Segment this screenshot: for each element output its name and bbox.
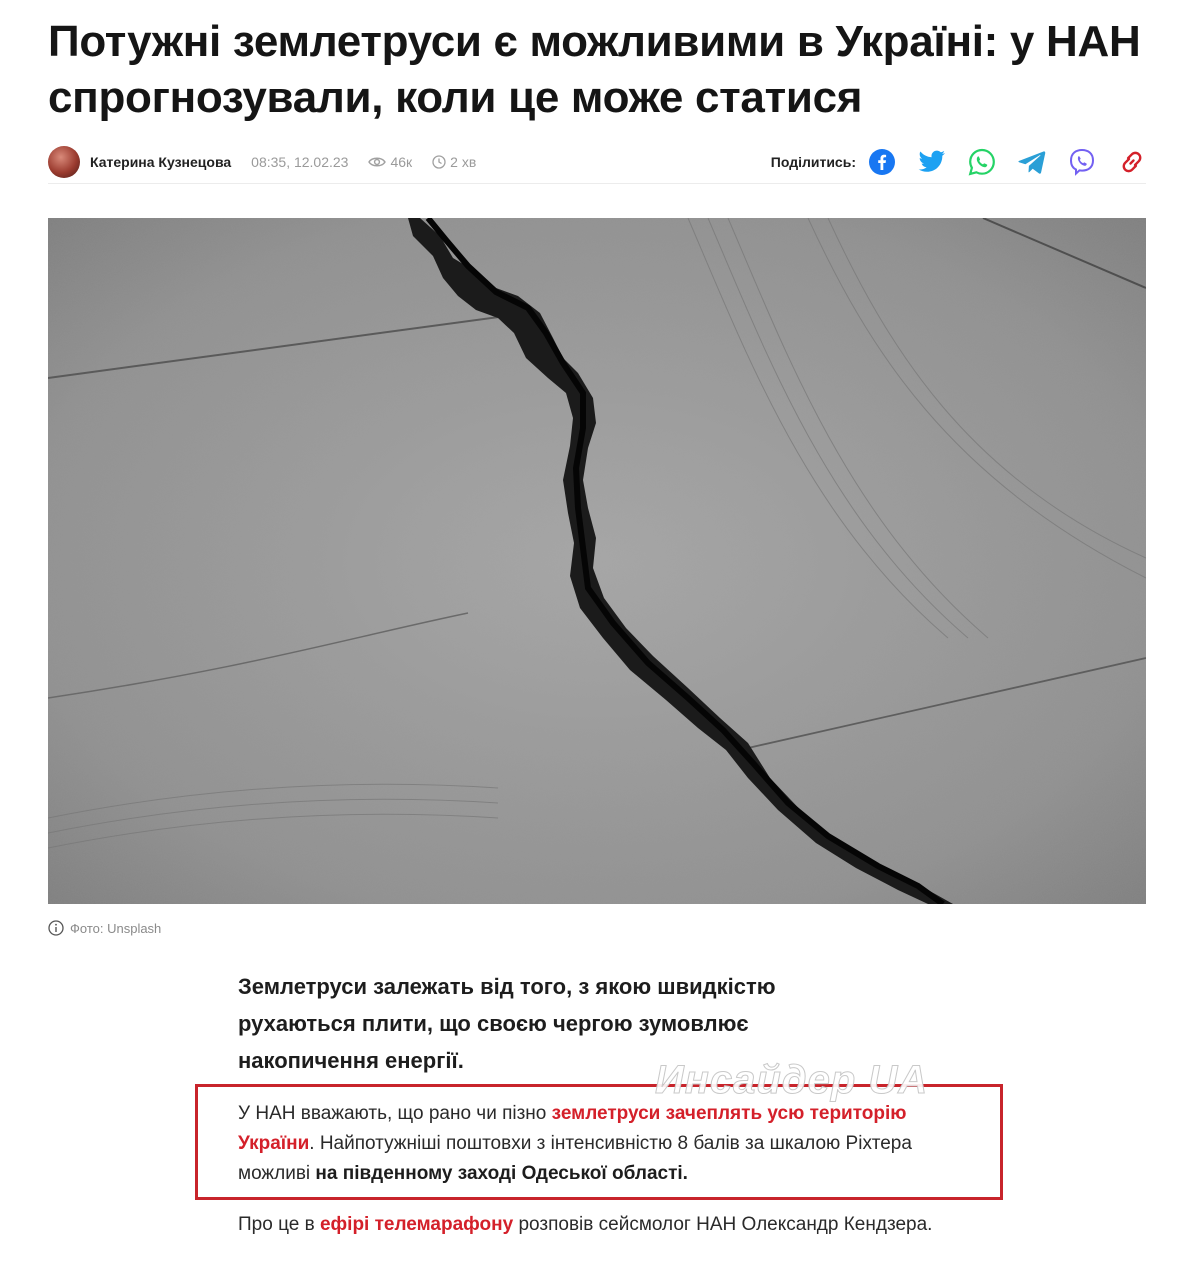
eye-icon xyxy=(368,156,386,168)
views-count xyxy=(368,154,412,170)
article-paragraph-2 xyxy=(238,1210,938,1240)
facebook-icon xyxy=(869,149,895,175)
author-avatar[interactable] xyxy=(48,146,80,178)
clock-icon xyxy=(432,155,446,169)
para1-bold: на південному заході Одеської області. xyxy=(315,1163,688,1184)
para2-text-end: розповів сейсмолог НАН Олександр Кендзера. xyxy=(513,1214,933,1235)
article-paragraph-1 xyxy=(238,1099,958,1189)
telegram-icon xyxy=(1018,150,1046,174)
share-viber-button[interactable] xyxy=(1068,148,1096,176)
para2-text-start: Про це в xyxy=(238,1214,320,1235)
link-icon xyxy=(1118,148,1146,176)
views-value: 46к xyxy=(390,153,413,170)
share-facebook-button[interactable] xyxy=(868,148,896,176)
photo-caption xyxy=(48,920,161,936)
info-icon[interactable] xyxy=(48,920,64,936)
copy-link-button[interactable] xyxy=(1118,148,1146,176)
article-lead: Землетруси залежать від того, з якою швидкістю рухаються плити, що своєю чергою зумовлює накопичення енергії. xyxy=(238,974,776,1073)
watermark: Инсайдер UA xyxy=(655,1058,929,1102)
para1-text-start: У НАН вважають, що рано чи пізно xyxy=(238,1103,552,1124)
share-whatsapp-button[interactable] xyxy=(968,148,996,176)
para1-text-mid: . Найпотужніші поштовхи з інтенсивністю 8 балів за шкалою Ріхтера можливі xyxy=(238,1133,912,1184)
read-time-value: 2 хв xyxy=(450,153,477,170)
twitter-icon xyxy=(918,150,946,174)
share-label: Поділитись: xyxy=(770,153,856,170)
read-time xyxy=(432,154,476,170)
article-title: Потужні землетруси є можливими в Україні: у НАН спрогнозували, коли це може статися xyxy=(48,17,1141,122)
article-photo xyxy=(48,218,1146,904)
share-bar xyxy=(771,148,1146,176)
viber-icon xyxy=(1068,148,1096,176)
cracked-concrete-image xyxy=(48,218,1146,904)
photo-caption-text: Фото: Unsplash xyxy=(70,920,162,936)
share-telegram-button[interactable] xyxy=(1018,148,1046,176)
share-twitter-button[interactable] xyxy=(918,148,946,176)
para1-link[interactable]: землетруси зачеплять усю територію України xyxy=(238,1103,907,1154)
publish-datetime: 08:35, 12.02.23 xyxy=(251,153,349,170)
para2-link[interactable]: ефірі телемарафону xyxy=(319,1214,514,1235)
author-name[interactable]: Катерина Кузнецова xyxy=(90,153,232,170)
article-meta xyxy=(48,140,1146,184)
whatsapp-icon xyxy=(968,148,996,176)
